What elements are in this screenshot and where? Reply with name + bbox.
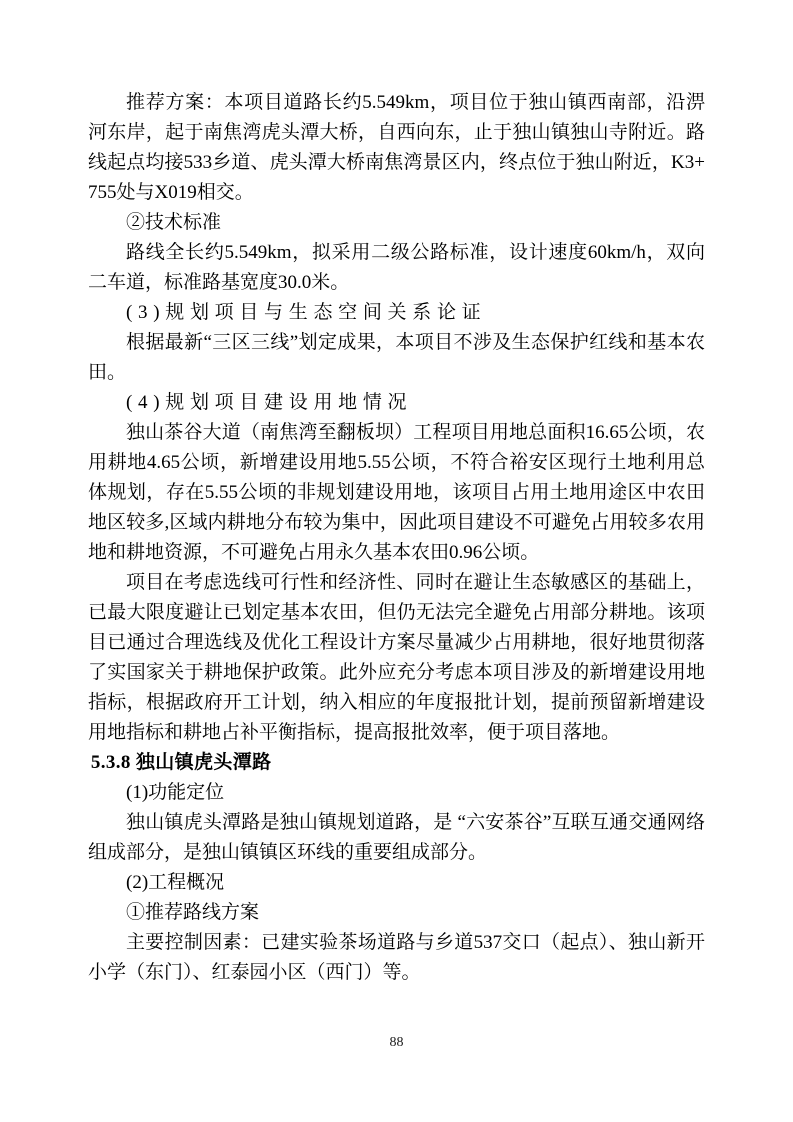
paragraph-three-zones: 根据最新“三区三线”划定成果，本项目不涉及生态保护红线和基本农田。 (88, 332, 705, 383)
item-eco-space-relation: (3)规划项目与生态空间关系论证 (126, 302, 487, 323)
item-land-use-status: (4)规划项目建设用地情况 (126, 392, 413, 413)
item-project-overview: (2)工程概况 (126, 872, 225, 893)
item-technical-standard: ②技术标准 (126, 212, 222, 233)
paragraph-route-selection: 项目在考虑选线可行性和经济性、同时在避让生态敏感区的基础上，已最大限度避让已划定基本农田，但仍无法完全避免占用部分耕地。该项目已通过合理选线及优化工程设计方案尽量减少占用耕地，很好地贯彻落了实国家关于耕地保护政策。此外应充分考虑本项目涉及的新增建设用地指标，根据政府开工计划，纳入相应的年度报批计划，提前预留新增建设用地指标和耕地占补平衡指标，提高报批效率，便于项目落地。 (88, 572, 705, 743)
page-number: 88 (389, 1035, 404, 1050)
paragraph-land-area: 独山茶谷大道（南焦湾至翻板坝）工程项目用地总面积16.65公顷，农用耕地4.65公顷，新增建设用地5.55公顷，不符合裕安区现行土地利用总体规划，存在5.55公顷的非规划建设用地，该项目占用土地用途区中农田地区较多,区域内耕地分布较为集中，因此项目建设不可避免占用较多农用地和耕地资源，不可避免占用永久基本农田0.96公顷。 (88, 422, 705, 563)
paragraph-function-description: 独山镇虎头潭路是独山镇规划道路，是 “六安茶谷”互联互通交通网络组成部分，是独山镇镇区环线的重要组成部分。 (88, 812, 705, 863)
section-heading-5-3-8: 5.3.8 独山镇虎头潭路 (90, 752, 272, 773)
paragraph-route-specs: 路线全长约5.549km，拟采用二级公路标准，设计速度60km/h，双向二车道，标准路基宽度30.0米。 (88, 242, 705, 293)
paragraph-recommended-plan: 推荐方案：本项目道路长约5.549km，项目位于独山镇西南部，沿淠河东岸，起于南焦湾虎头潭大桥，自西向东，止于独山镇独山寺附近。路线起点均接533乡道、虎头潭大桥南焦湾景区内，终点位于独山附近，K3+755处与X019相交。 (88, 92, 705, 203)
document-body (88, 88, 705, 988)
paragraph-control-factors: 主要控制因素：已建实验茶场道路与乡道537交口（起点）、独山新开小学（东门）、红泰园小区（西门）等。 (88, 932, 705, 983)
item-function-positioning: (1)功能定位 (126, 782, 225, 803)
item-recommended-route: ①推荐路线方案 (126, 902, 260, 923)
